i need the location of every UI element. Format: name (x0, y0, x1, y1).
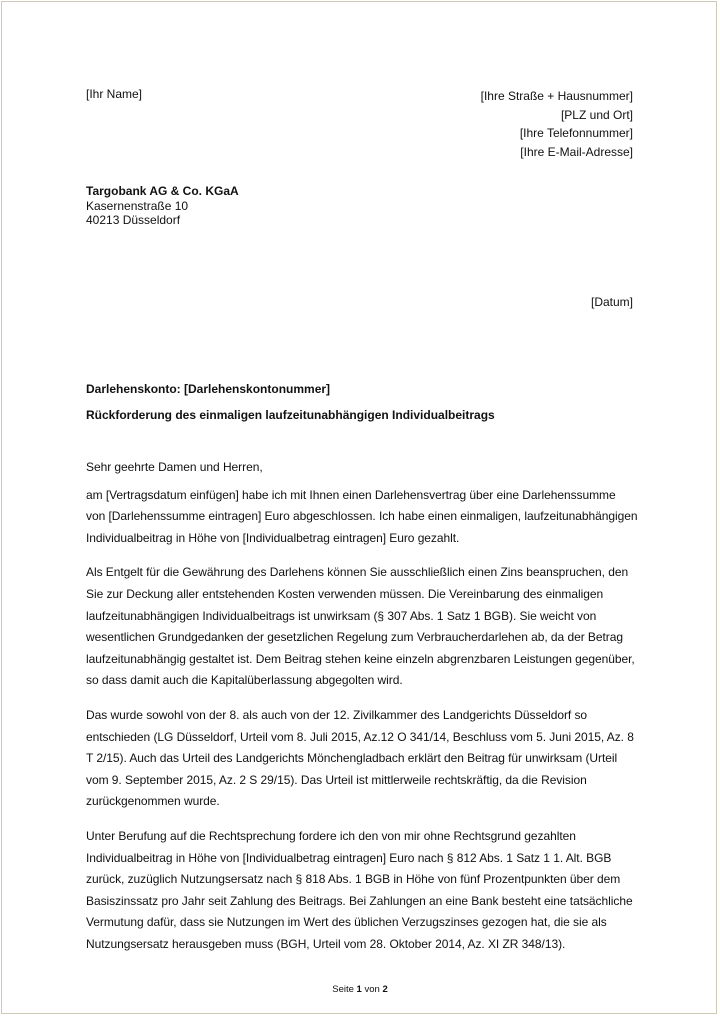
recipient-name: Targobank AG & Co. KGaA (86, 184, 239, 198)
footer-total-pages: 2 (382, 984, 388, 995)
sender-email: [Ihre E-Mail-Adresse] (520, 144, 633, 159)
sender-address-block (481, 87, 633, 161)
paragraph-claim: Unter Berufung auf die Rechtsprechung fordere ich den von mir ohne Rechtsgrund gezahlten Individualbeitrag in Höhe von [Individualbetrag eintragen] Euro nach § 812 Abs. 1 Satz 1 1. Alt. BGB zurück, zuzüglich Nutzungsersatz nach § 818 Abs. 1 BGB in Höhe von fünf Prozentpunkten über dem Basiszinssatz pro Jahr seit Zahlung des Beitrags. Bei Zahlungen an eine Bank besteht eine tatsächliche Vermutung dafür, dass sie Nutzungen im Wert des üblichen Verzugszinses gezogen hat, die sie als Nutzungsersatz herausgeben muss (BGH, Urteil vom 28. Oktober 2014, Az. XI ZR 348/13). (86, 828, 633, 951)
recipient-street: Kasernenstraße 10 (86, 198, 189, 213)
footer-prefix: Seite (332, 984, 354, 995)
letter-date: [Datum] (590, 295, 633, 309)
sender-city: [PLZ und Ort] (560, 107, 633, 122)
sender-name: [Ihr Name] (86, 87, 143, 101)
sender-street: [Ihre Straße + Hausnummer] (480, 89, 633, 103)
page-footer (0, 984, 720, 995)
paragraph-court-rulings: Das wurde sowohl von der 8. als auch von der 12. Zivilkammer des Landgerichts Düsseldorf so entschieden (LG Düsseldorf, Urteil vom 8. Juli 2015, Az.12 O 341/14, Beschluss vom 5. Juni 2015, Az. 8 T 2/15). Auch das Urteil des Landgerichts Mönchengladbach erklärt den Beitrag für unwirksam (Urteil vom 9. September 2015, Az. 2 S 29/15). Das Urteil ist mittlerweile rechtskräftig, da die Revision zurückgenommen wurde. (86, 707, 634, 809)
paragraph-legal-basis: Als Entgelt für die Gewährung des Darlehens können Sie ausschließlich einen Zins beanspruchen, den Sie zur Deckung aller entstehenden Kosten verwenden müssen. Die Vereinbarung des einmaligen laufzeitunabhängigen Individualbeitrags ist unwirksam (§ 307 Abs. 1 Satz 1 BGB). Sie weicht von wesentlichen Grundgedanken der gesetzlichen Regelung zum Verbraucherdarlehen ab, da der Betrag laufzeitunabhängig gestaltet ist. Dem Beitrag stehen keine einzeln abgrenzbaren Leistungen gegenüber, so dass damit auch die Kapitalüberlassung abgegolten wird. (86, 565, 635, 688)
greeting: Sehr geehrte Damen und Herren, (86, 460, 263, 474)
letter-body (86, 457, 638, 968)
paragraph-contract: am [Vertragsdatum einfügen] habe ich mit Ihnen einen Darlehensvertrag über eine Darlehenssumme von [Darlehenssumme eintragen] Euro abgeschlossen. Ich habe einen einmaligen, laufzeitunabhängigen Individualbeitrag in Höhe von [Individualbetrag eintragen] Euro gezahlt. (86, 487, 638, 545)
sender-phone: [Ihre Telefonnummer] (519, 126, 633, 140)
subject-account: Darlehenskonto: [Darlehenskontonummer] (86, 382, 331, 396)
subject-title: Rückforderung des einmaligen laufzeitunabhängigen Individualbeitrags (86, 408, 495, 422)
recipient-address-block (86, 184, 239, 228)
footer-separator: von (364, 984, 380, 995)
subject-block (86, 382, 495, 422)
recipient-city: 40213 Düsseldorf (86, 213, 181, 227)
footer-current-page: 1 (356, 984, 362, 995)
